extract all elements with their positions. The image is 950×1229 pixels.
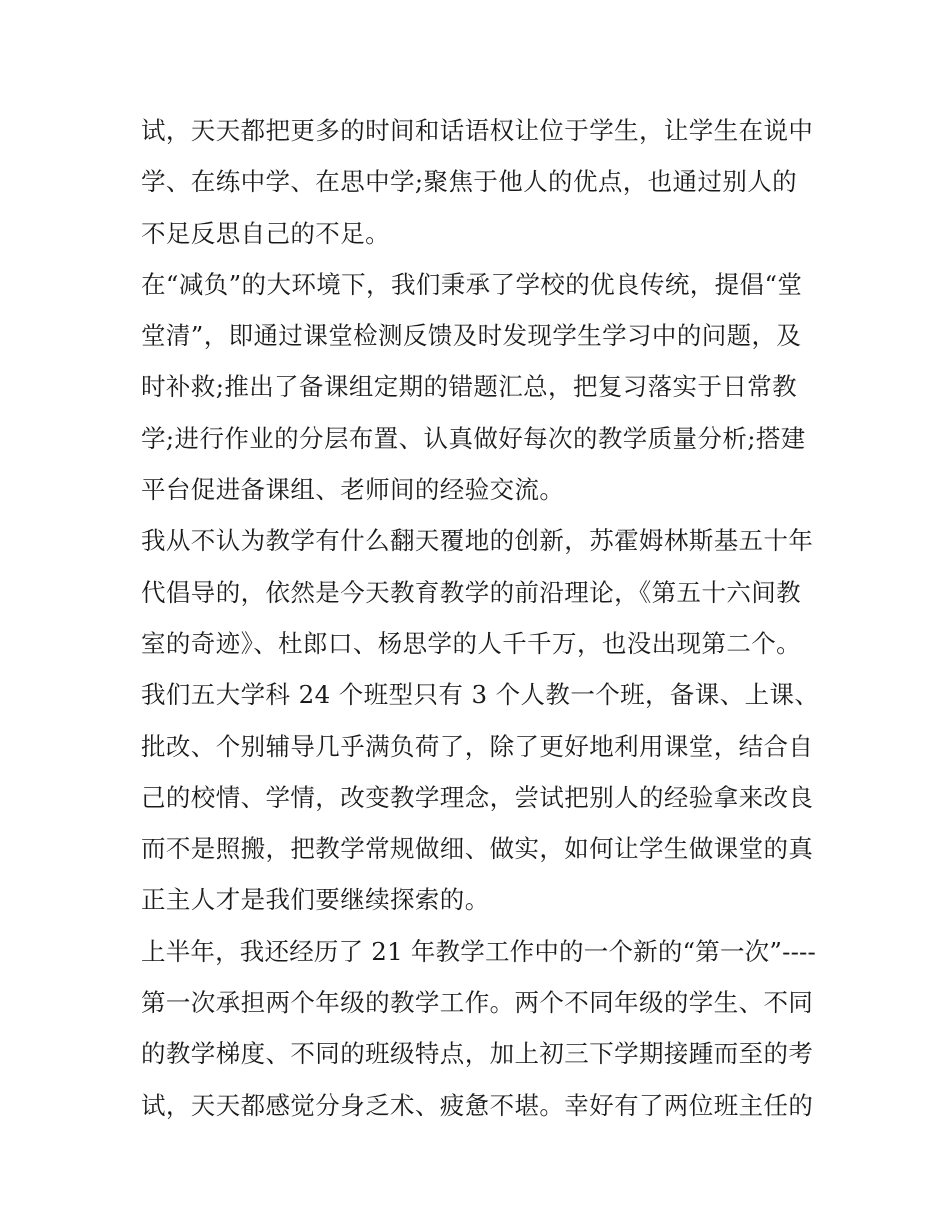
text-line: 试，天天都感觉分身乏术、疲惫不堪。幸好有了两位班主任的 <box>141 1090 814 1120</box>
text-line: 代倡导的，依然是今天教育教学的前沿理论，《第五十六间教 <box>141 577 802 607</box>
text-line: 学;进行作业的分层布置、认真做好每次的教学质量分析;搭建 <box>141 423 806 453</box>
text-line: 室的奇迹》、杜郎口、杨思学的人千千万，也没出现第二个。 <box>141 628 802 658</box>
text-line: 时补救;推出了备课组定期的错题汇总，把复习落实于日常教 <box>141 372 798 402</box>
text-line: 而不是照搬，把教学常规做细、做实，如何让学生做课堂的真 <box>141 834 814 864</box>
text-line: 平台促进备课组、老师间的经验交流。 <box>141 475 565 505</box>
text-line: 第一次承担两个年级的教学工作。两个不同年级的学生、不同 <box>141 988 814 1018</box>
text-line: 学、在练中学、在思中学;聚焦于他人的优点，也通过别人的 <box>141 167 798 197</box>
text-line: 己的校情、学情，改变教学理念，尝试把别人的经验拿来改良 <box>141 782 814 812</box>
body-text <box>141 105 821 1131</box>
text-line: 的教学梯度、不同的班级特点，加上初三下学期接踵而至的考 <box>141 1039 814 1069</box>
text-line: 我从不认为教学有什么翻天覆地的创新，苏霍姆林斯基五十年 <box>141 526 814 556</box>
text-line: 我们五大学科 24 个班型只有 3 个人教一个班，备课、上课、 <box>141 680 820 710</box>
text-line: 堂清”，即通过课堂检测反馈及时发现学生学习中的问题，及 <box>141 321 802 351</box>
text-line: 正主人才是我们要继续探索的。 <box>141 885 490 915</box>
text-line: 在“减负”的大环境下，我们秉承了学校的优良传统，提倡“堂 <box>141 269 803 299</box>
text-line: 上半年，我还经历了 21 年教学工作中的一个新的“第一次”---- <box>141 936 817 966</box>
text-line: 批改、个别辅导几乎满负荷了，除了更好地利用课堂，结合自 <box>141 731 814 761</box>
text-line: 不足反思自己的不足。 <box>141 218 390 248</box>
text-line: 试，天天都把更多的时间和话语权让位于学生，让学生在说中 <box>141 116 814 145</box>
